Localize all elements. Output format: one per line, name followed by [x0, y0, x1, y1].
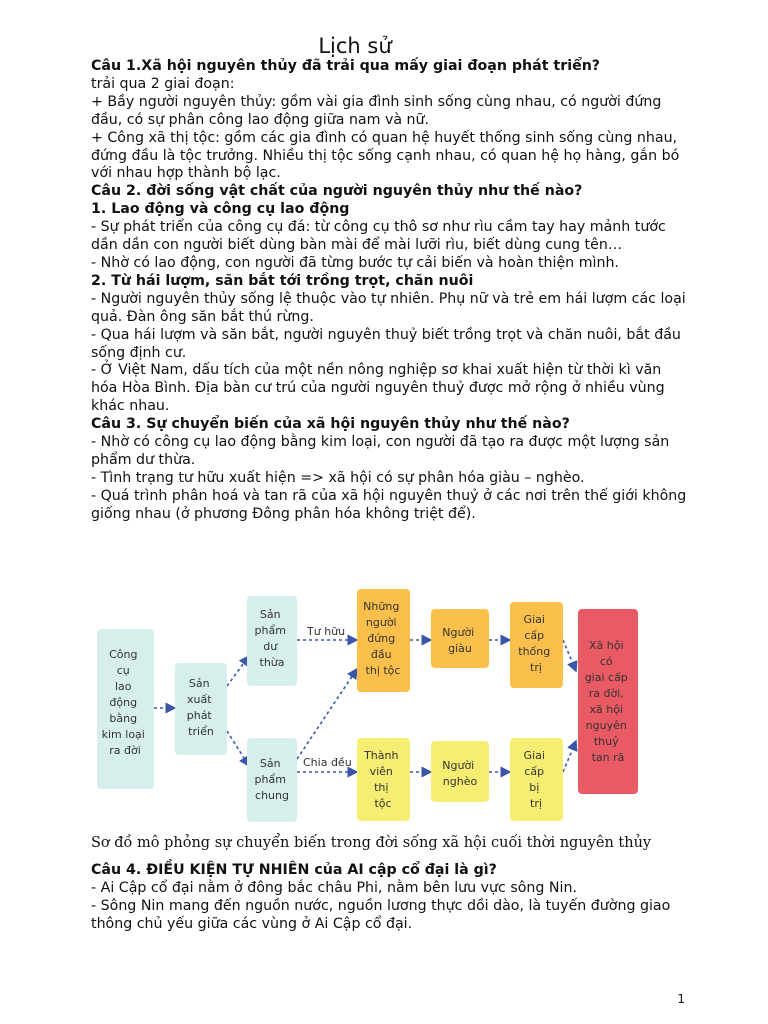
q4-heading: Câu 4. ĐIỀU KIỆN TỰ NHIÊN của AI cập cổ đại là gì?: [91, 862, 497, 878]
q4-line: - Sông Nin mang đến nguồn nước, nguồn lương thực dồi dào, là tuyến đường giao thông chủ yếu giữa các vùng ở Ai Cập cổ đại.: [91, 897, 671, 932]
arrow: [227, 656, 249, 686]
node-result-text: Xã hội có giai cấp ra đời, xã hội nguyên thuỷ tan rã: [584, 639, 628, 764]
q3-heading: Câu 3. Sự chuyển biến của xã hội nguyên thủy như thế nào?: [91, 416, 570, 433]
q3-line: - Nhờ có công cụ lao động bằng kim loại, con người đã tạo ra được một lượng sản phẩm dư thừa.: [91, 434, 670, 468]
node-rich-text: Người giàu: [442, 626, 475, 655]
q3-line: - Quá trình phân hoá và tan rã của xã hội nguyên thuỷ ở các nơi trên thế giới không giống nhau (ở phương Đông phân hóa không triệt để).: [91, 487, 687, 522]
node-poor-text: Người nghèo: [442, 759, 478, 788]
arrow: [563, 741, 576, 772]
box-result: [578, 609, 638, 794]
q1-heading: Câu 1.Xã hội nguyên thủy đã trải qua mấy giai đoạn phát triển?: [91, 58, 601, 74]
q1-line: + Công xã thị tộc: gồm các gia đình có quan hệ huyết thống sinh sống cùng nhau, đứng đầu là tộc trưởng. Nhiều thị tộc sống cạnh nhau, có quan hệ họ hàng, gắn bó với nhau hợp thành bộ lạc.: [91, 129, 680, 182]
social-change-diagram: [91, 581, 686, 827]
arrow: [297, 669, 357, 759]
node-common-text: Sản phẩm chung: [254, 757, 289, 802]
q2-line: - Người nguyên thủy sống lệ thuộc vào tự nhiên. Phụ nữ và trẻ em hái lượm các loại quả. Đàn ông săn bắt thú rừng.: [91, 290, 686, 325]
q3-line: - Tình trạng tư hữu xuất hiện => xã hội có sự phân hóa giàu – nghèo.: [91, 469, 585, 486]
q2-heading: Câu 2. đời sống vật chất của người nguyên thủy như thế nào?: [91, 183, 583, 200]
node-leaders-text: Những người đứng đầu thị tộc: [363, 600, 401, 677]
diagram-caption: Sơ đồ mô phỏng sự chuyển biến trong đời sống xã hội cuối thời nguyên thủy: [91, 835, 652, 851]
q2-subheading-2: 2. Từ hái lượm, săn bắt tới trồng trọt, chăn nuôi: [91, 272, 474, 289]
document-title: Lịch sử: [318, 34, 392, 58]
node-production-text: Sản xuất phát triển: [186, 677, 214, 738]
label-shared: Chia đều: [303, 756, 352, 769]
q4-line: - Ai Cập cổ đại nằm ở đông bắc châu Phi, nằm bên lưu vực sông Nin.: [91, 879, 577, 896]
node-tools-text: Công cụ lao động bằng kim loại ra đời: [101, 648, 145, 757]
arrow: [227, 731, 249, 766]
q2-line: - Ở Việt Nam, dấu tích của một nền nông nghiệp sơ khai xuất hiện từ thời kì văn hóa Hòa Bình. Địa bàn cư trú của người nguyên thuỷ được mở rộng ở nhiều vùng khác nhau.: [91, 362, 665, 415]
page-number: 1: [677, 992, 685, 1006]
q2-line: - Qua hái lượm và săn bắt, người nguyên thuỷ biết trồng trọt và chăn nuôi, bắt đầu sống định cư.: [91, 326, 681, 361]
node-surplus-text: Sản phẩm dư thừa: [254, 608, 286, 669]
q1-line: trải qua 2 giai đoạn:: [91, 75, 235, 92]
q1-line: + Bầy người nguyên thủy: gồm vài gia đình sinh sống cùng nhau, có người đứng đầu, có sự phân công lao động giữa nam và nữ.: [91, 93, 662, 128]
q2-line: - Sự phát triển của công cụ đá: từ công cụ thô sơ như rìu cầm tay hay mảnh tước dần dần con người biết dùng bàn mài để mài lưỡi rìu, biết dùng cung tên…: [91, 219, 666, 254]
node-ruling-text: Giai cấp thống trị: [518, 613, 551, 674]
q2-line: - Nhờ có lao động, con người đã từng bước tự cải biến và hoàn thiện mình.: [91, 254, 619, 271]
q4-section: [91, 862, 691, 934]
node-ruled-text: Giai cấp bị trị: [523, 749, 545, 810]
arrow: [563, 640, 576, 671]
q2-subheading-1: 1. Lao động và công cụ lao động: [91, 201, 350, 218]
label-private: Tư hữu: [307, 625, 346, 638]
node-members-text: Thành viên thị tộc: [364, 749, 399, 810]
main-text: [91, 58, 691, 524]
